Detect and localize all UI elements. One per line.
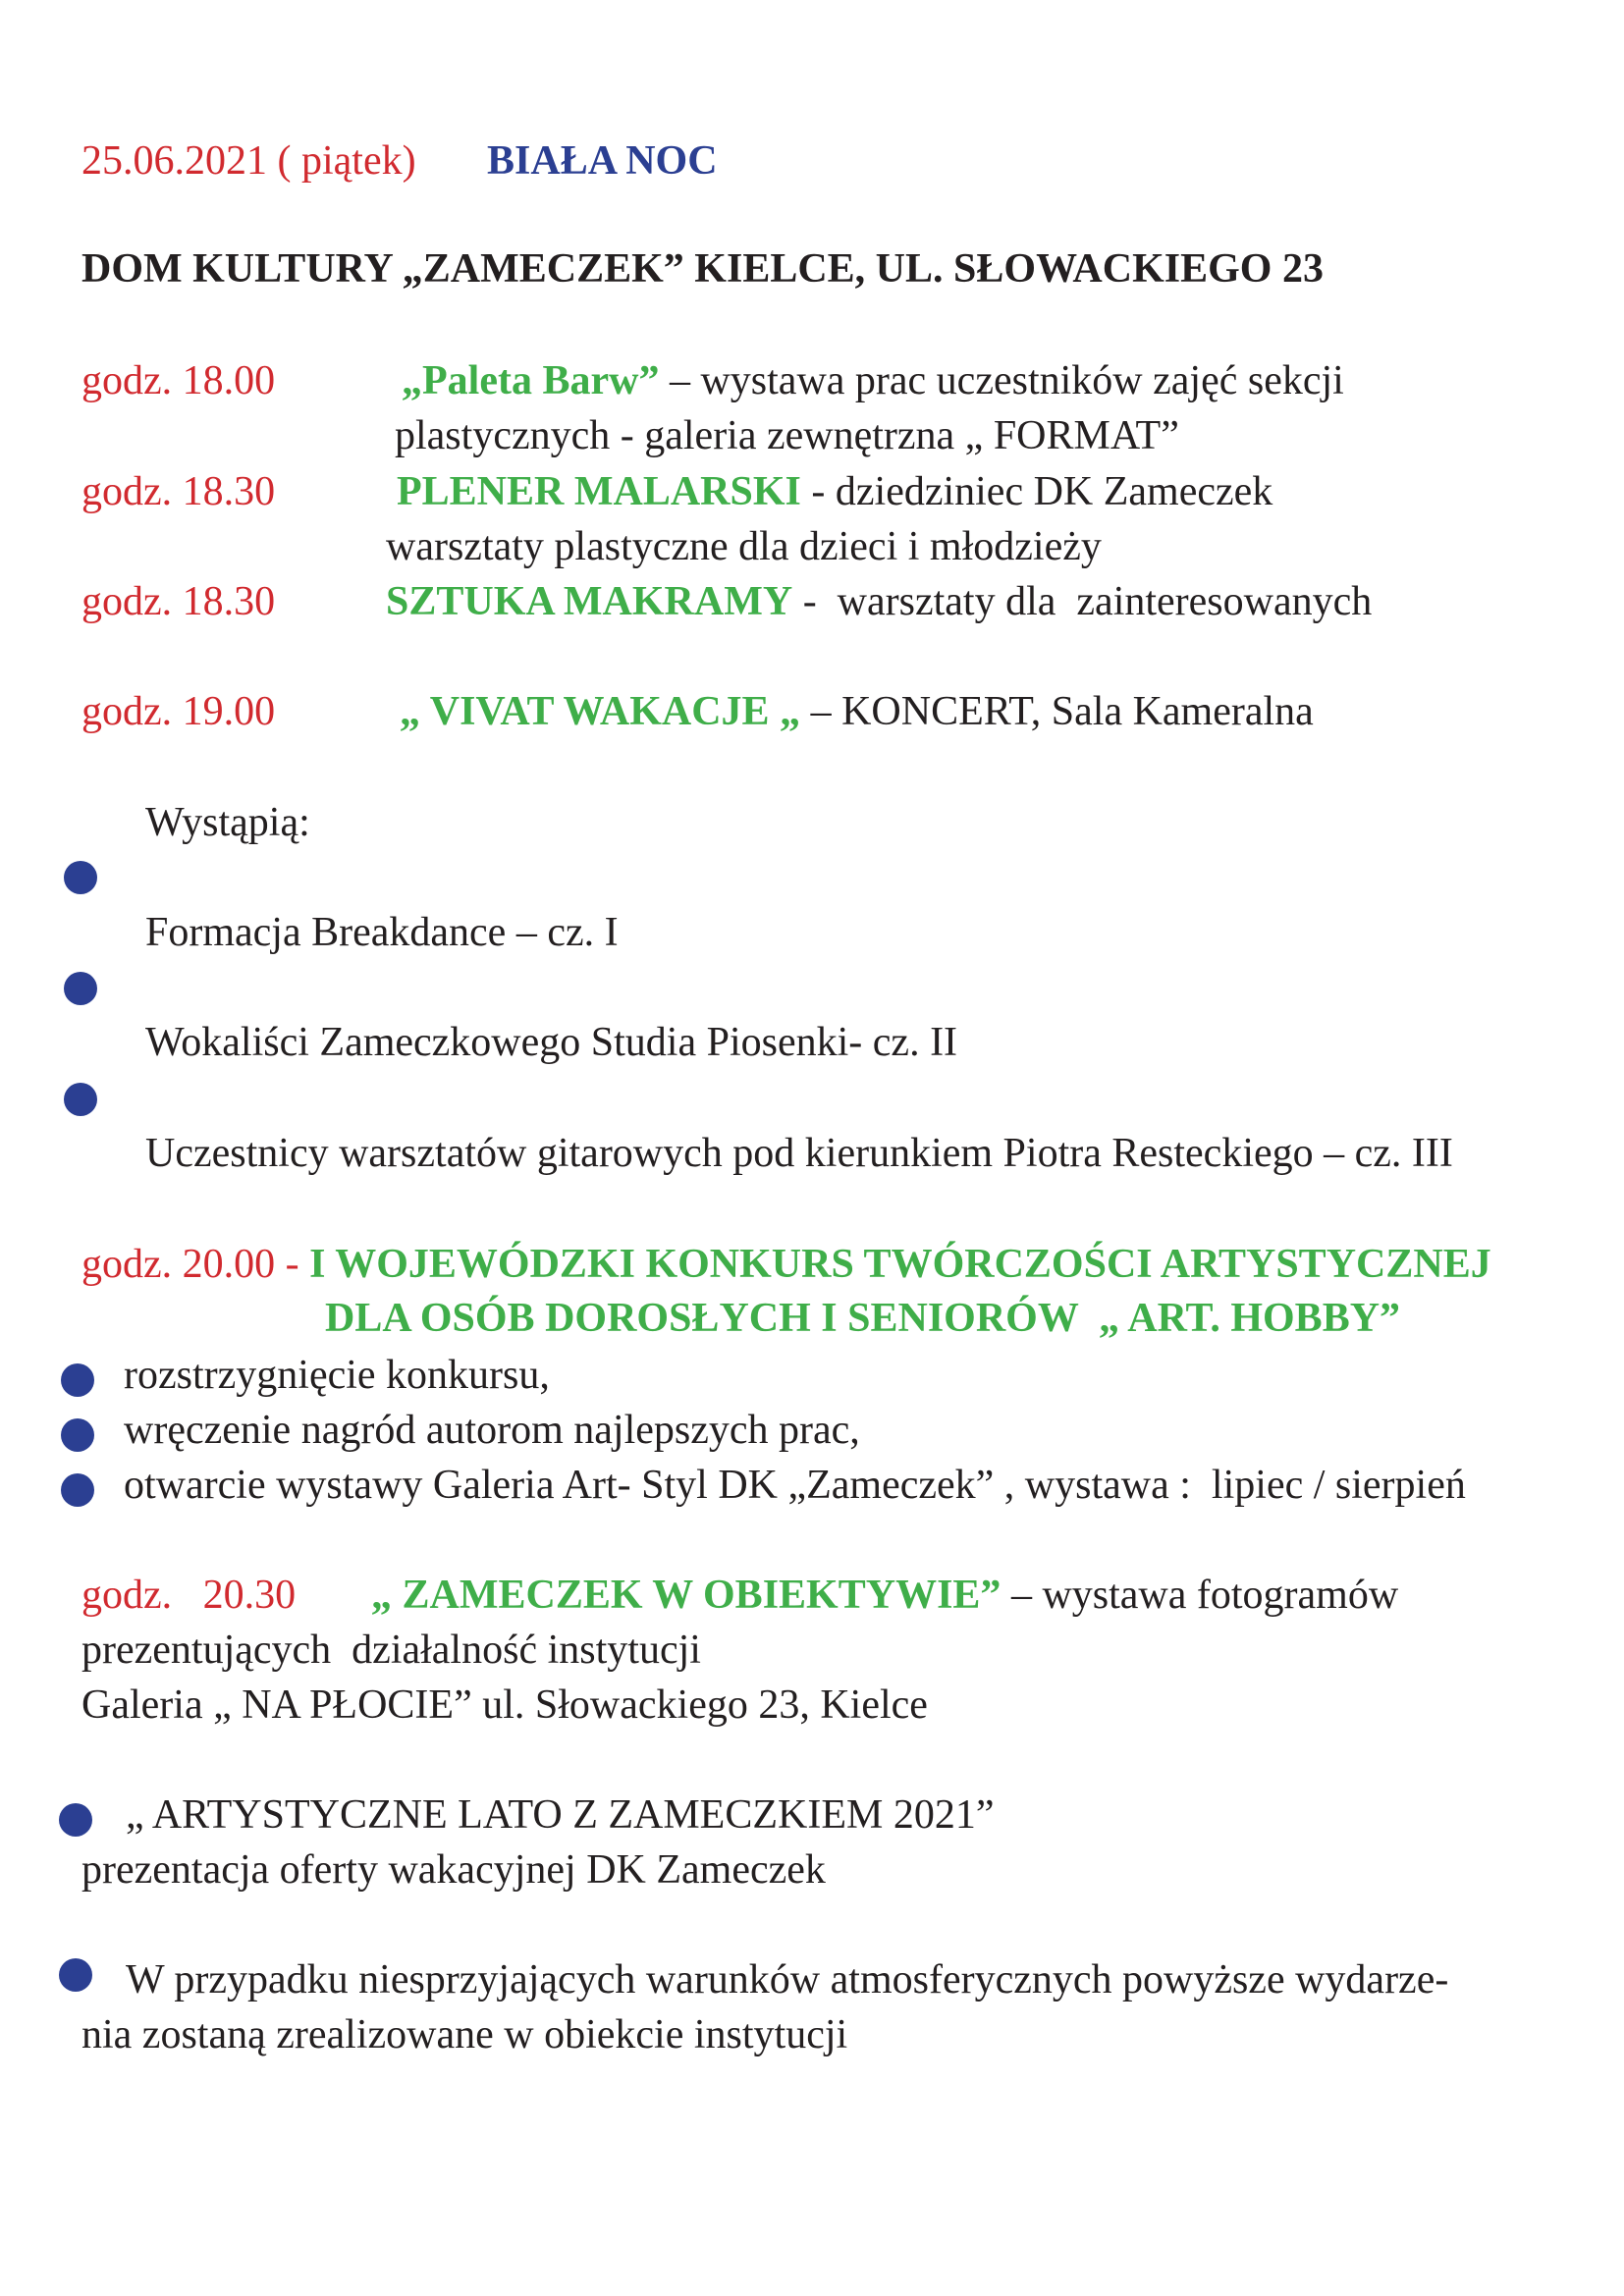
event-name: BIAŁA NOC [487,138,718,184]
schedule-desc: - dziedziniec DK Zameczek [800,469,1273,514]
bullet-icon [61,1473,94,1507]
summer-desc: prezentacja oferty wakacyjnej DK Zameczek [81,1847,826,1893]
schedule-entry [400,691,1314,732]
bullet-icon [64,972,97,1005]
photo-title: „ ZAMECZEK W OBIEKTYWIE” [371,1573,1001,1618]
schedule-entry [386,581,1372,622]
bullet-icon [64,1083,97,1116]
schedule-time: godz. 19.00 [81,689,276,734]
contest-item: otwarcie wystawy Galeria Art- Styl DK „Zameczek” , wystawa : lipiec / sierpień [124,1463,1466,1508]
bullet-icon [64,861,97,894]
schedule-desc: – KONCERT, Sala Kameralna [800,689,1314,734]
contest-title: I WOJEWÓDZKI KONKURS TWÓRCZOŚCI ARTYSTYCZNEJ [309,1242,1491,1287]
contest-item: rozstrzygnięcie konkursu, [124,1353,550,1398]
bullet-icon [61,1418,94,1452]
contest-title-line2: DLA OSÓB DOROSŁYCH I SENIORÓW „ ART. HOBBY” [325,1296,1401,1341]
contest-time: godz. 20.00 [81,1242,276,1287]
schedule-time: godz. 18.30 [81,469,276,514]
bullet-icon [61,1363,94,1397]
schedule-desc-line2: warsztaty plastyczne dla dzieci i młodzieży [386,524,1102,569]
performers-label: Wystąpią: [145,800,310,845]
performer-item: Uczestnicy warsztatów gitarowych pod kierunkiem Piotra Resteckiego – cz. III [145,1131,1453,1176]
schedule-desc-line2: plastycznych - galeria zewnętrzna „ FORMAT” [395,413,1179,458]
weather-notice-line2: nia zostaną zrealizowane w obiekcie instytucji [81,2012,848,2057]
schedule-title: SZTUKA MAKRAMY [386,579,793,624]
schedule-time: godz. 18.00 [81,358,276,403]
contest-heading [81,1244,1491,1285]
event-date: 25.06.2021 ( piątek) [81,138,416,184]
photo-time: godz. 20.30 [81,1573,297,1618]
bullet-icon [59,1958,92,1992]
schedule-title: „Paleta Barw” [402,358,660,403]
venue-heading: DOM KULTURY „ZAMECZEK” KIELCE, UL. SŁOWACKIEGO 23 [81,246,1324,292]
schedule-entry [402,360,1344,401]
schedule-entry [397,471,1272,512]
schedule-desc: - warsztaty dla zainteresowanych [792,579,1373,624]
photo-desc: – wystawa fotogramów [1001,1573,1399,1618]
performer-item: Wokaliści Zameczkowego Studia Piosenki- cz. II [145,1020,958,1065]
performer-item: Formacja Breakdance – cz. I [145,910,619,955]
photo-line3: Galeria „ NA PŁOCIE” ul. Słowackiego 23, Kielce [81,1682,928,1728]
schedule-desc: – wystawa prac uczestników zajęć sekcji [659,358,1344,403]
schedule-title: PLENER MALARSKI [397,469,801,514]
schedule-time: godz. 18.30 [81,579,276,624]
weather-notice: W przypadku niesprzyjających warunków atmosferycznych powyższe wydarze- [126,1957,1449,2002]
contest-separator: - [275,1242,310,1287]
schedule-title: „ VIVAT WAKACJE „ [400,689,801,734]
bullet-icon [59,1803,92,1837]
photo-line2: prezentujących działalność instytucji [81,1628,701,1673]
contest-item: wręczenie nagród autorom najlepszych prac, [124,1408,860,1453]
summer-title: „ ARTYSTYCZNE LATO Z ZAMECZKIEM 2021” [126,1792,995,1838]
photo-entry [371,1575,1398,1616]
